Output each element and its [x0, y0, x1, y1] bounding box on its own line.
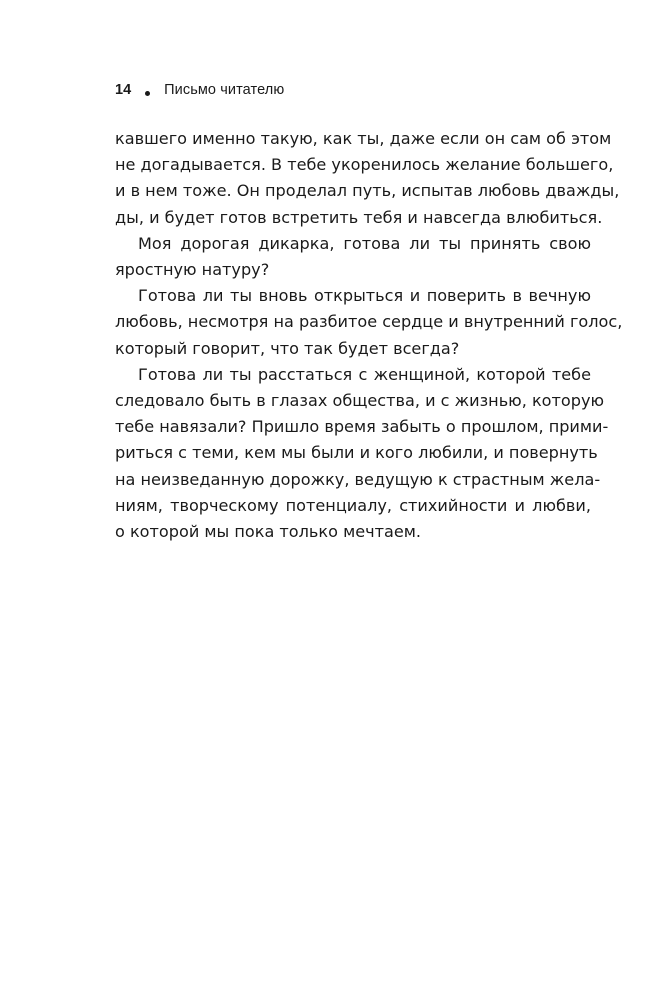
body-text — [115, 126, 623, 545]
text-line: Готова ли ты расстаться с женщиной, которой тебе — [138, 364, 591, 384]
running-title: Письмо читателю — [164, 82, 285, 98]
text-line: на неизведанную дорожку, ведущую к страстным жела- — [115, 469, 601, 489]
text-line: ниям, творческому потенциалу, стихийности и любви, — [115, 495, 591, 515]
running-header — [115, 80, 284, 100]
text-line: кавшего именно такую, как ты, даже если он сам об этом — [115, 129, 612, 148]
text-line: тебе навязали? Пришло время забыть о прошлом, прими- — [115, 417, 609, 437]
text-line: яростную натуру? — [115, 260, 270, 280]
header-separator-dot — [145, 91, 150, 96]
text-line: Моя дорогая дикарка, готова ли ты принять свою — [138, 233, 591, 253]
text-line: не догадывается. В тебе укоренилось желание большего, — [115, 155, 614, 175]
text-line: Готова ли ты вновь открыться и поверить в вечную — [138, 286, 591, 306]
text-line: и в нем тоже. Он проделал путь, испытав любовь дважды, — [115, 181, 620, 201]
text-line: который говорит, что так будет всегда? — [115, 338, 460, 358]
text-line: ды, и будет готов встретить тебя и навсегда влюбиться. — [115, 207, 603, 227]
text-line: о которой мы пока только мечтаем. — [115, 522, 422, 542]
text-line: следовало быть в глазах общества, и с жизнью, которую — [115, 391, 605, 411]
page-number: 14 — [115, 82, 132, 98]
text-line: риться с теми, кем мы были и кого любили, и повернуть — [115, 443, 598, 463]
text-line: любовь, несмотря на разбитое сердце и внутренний голос, — [115, 312, 623, 332]
